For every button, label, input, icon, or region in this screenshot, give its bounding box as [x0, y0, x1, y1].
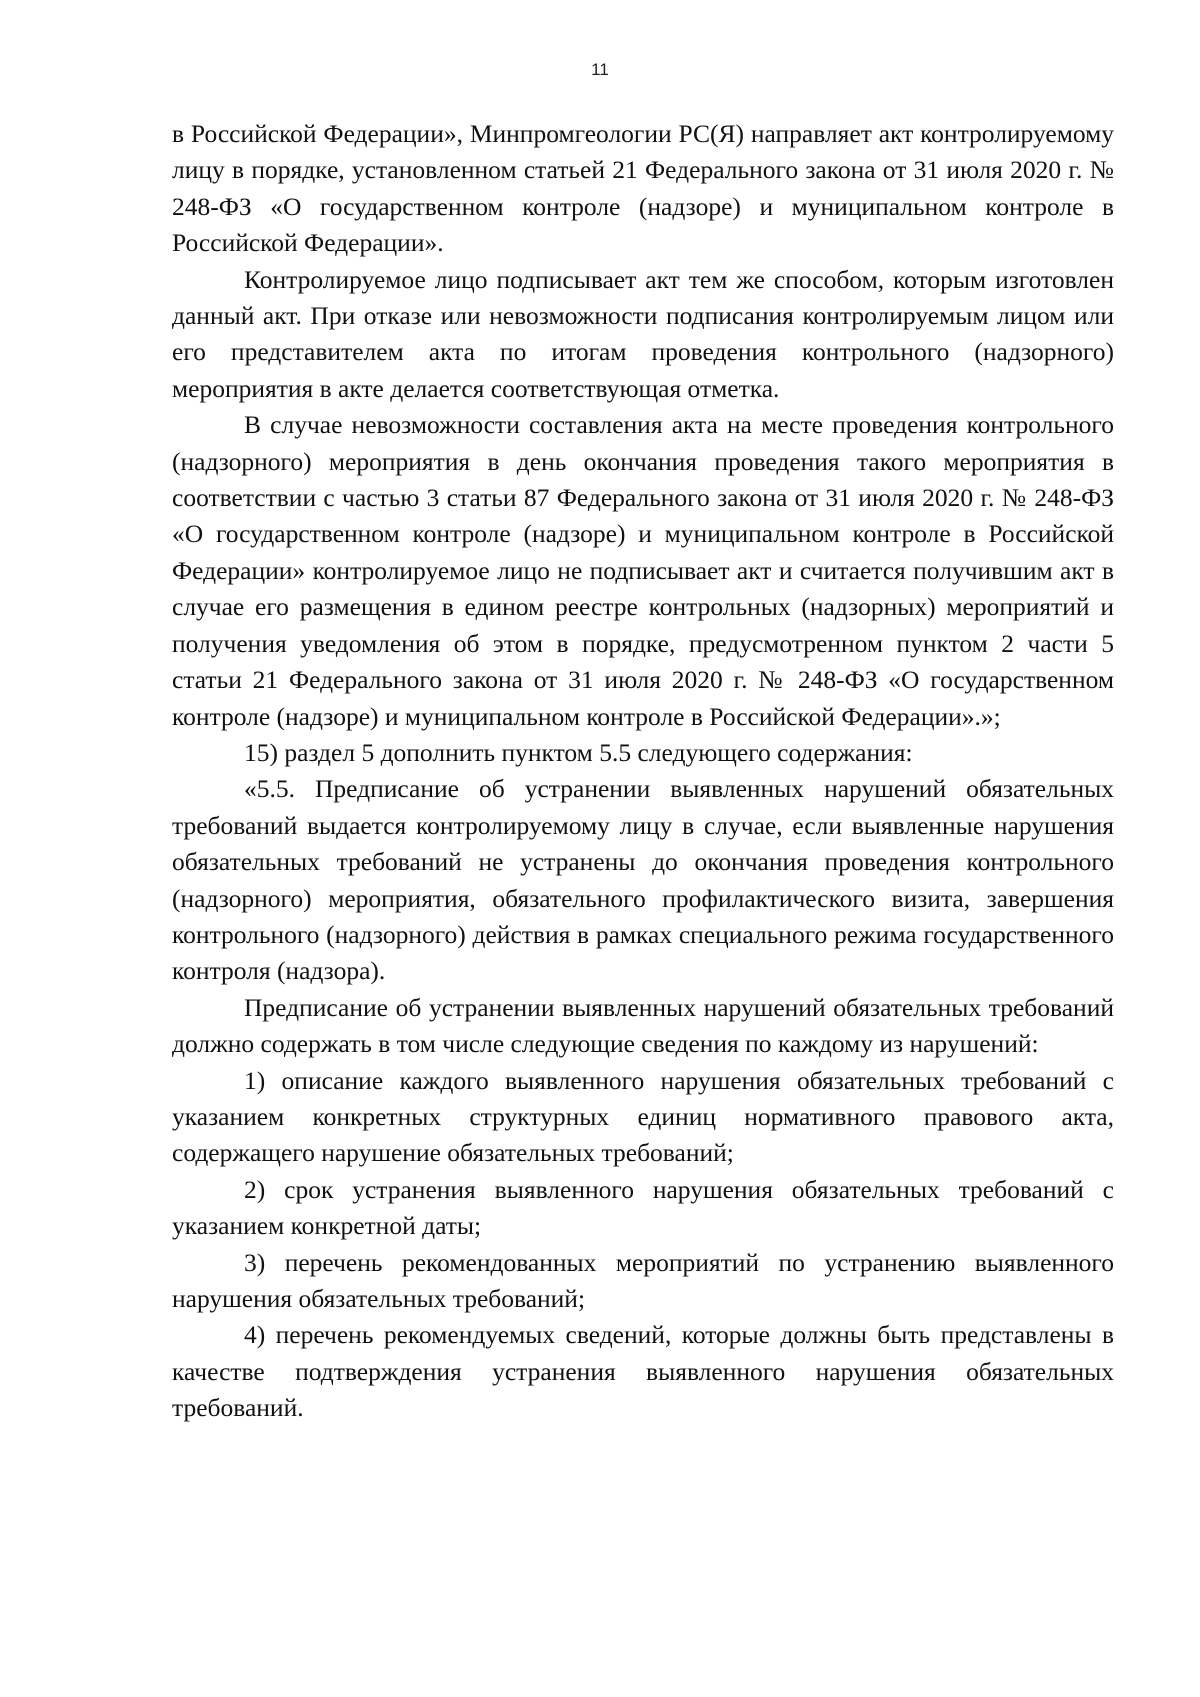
- list-item-4: 4) перечень рекомендуемых сведений, которые должны быть представлены в качестве подтверждения устранения выявленного нарушения обязательных требований.: [172, 1320, 1114, 1423]
- paragraph-amendment-15: 15) раздел 5 дополнить пунктом 5.5 следующего содержания:: [244, 737, 913, 767]
- paragraph-continuation: в Российской Федерации», Минпромгеологии РС(Я) направляет акт контролируемому лицу в порядке, установленном статьей 21 Федерального закона от 31 июля 2020 г. № 248-ФЗ «О государственном контроле (надзоре) и муниципальном контроле в Российской Федерации».: [172, 119, 1114, 258]
- page-number: 11: [591, 60, 609, 79]
- document-body: [172, 116, 1114, 1427]
- paragraph-impossibility: В случае невозможности составления акта на месте проведения контрольного (надзорного) мероприятия в день окончания проведения такого мероприятия в соответствии с частью 3 статьи 87 Федерального закона от 31 июля 2020 г. № 248-ФЗ «О государственном контроле (надзоре) и муниципальном контроле в Российской Федерации» контролируемое лицо не подписывает акт и считается получившим акт в случае его размещения в едином реестре контрольных (надзорных) мероприятий и получения уведомления об этом в порядке, предусмотренном пунктом 2 части 5 статьи 21 Федерального закона от 31 июля 2020 г. № 248-ФЗ «О государственном контроле (надзоре) и муниципальном контроле в Российской Федерации».»;: [172, 410, 1114, 731]
- paragraph-clause-5-5: «5.5. Предписание об устранении выявленных нарушений обязательных требований выдается контролируемому лицу в случае, если выявленные нарушения обязательных требований не устранены до окончания проведения контрольного (надзорного) мероприятия, обязательного профилактического визита, завершения контрольного (надзорного) действия в рамках специального режима государственного контроля (надзора).: [172, 774, 1114, 986]
- paragraph-prescription-content: Предписание об устранении выявленных нарушений обязательных требований должно содержать в том числе следующие сведения по каждому из нарушений:: [172, 992, 1114, 1059]
- list-item-1: 1) описание каждого выявленного нарушения обязательных требований с указанием конкретных структурных единиц нормативного правового акта, содержащего нарушение обязательных требований;: [172, 1065, 1114, 1168]
- list-item-3: 3) перечень рекомендованных мероприятий по устранению выявленного нарушения обязательных требований;: [172, 1247, 1114, 1313]
- paragraph-signing: Контролируемое лицо подписывает акт тем же способом, которым изготовлен данный акт. При отказе или невозможности подписания контролируемым лицом или его представителем акта по итогам проведения контрольного (надзорного) мероприятия в акте делается соответствующая отметка.: [172, 264, 1114, 403]
- list-item-2: 2) срок устранения выявленного нарушения обязательных требований с указанием конкретной даты;: [172, 1174, 1114, 1241]
